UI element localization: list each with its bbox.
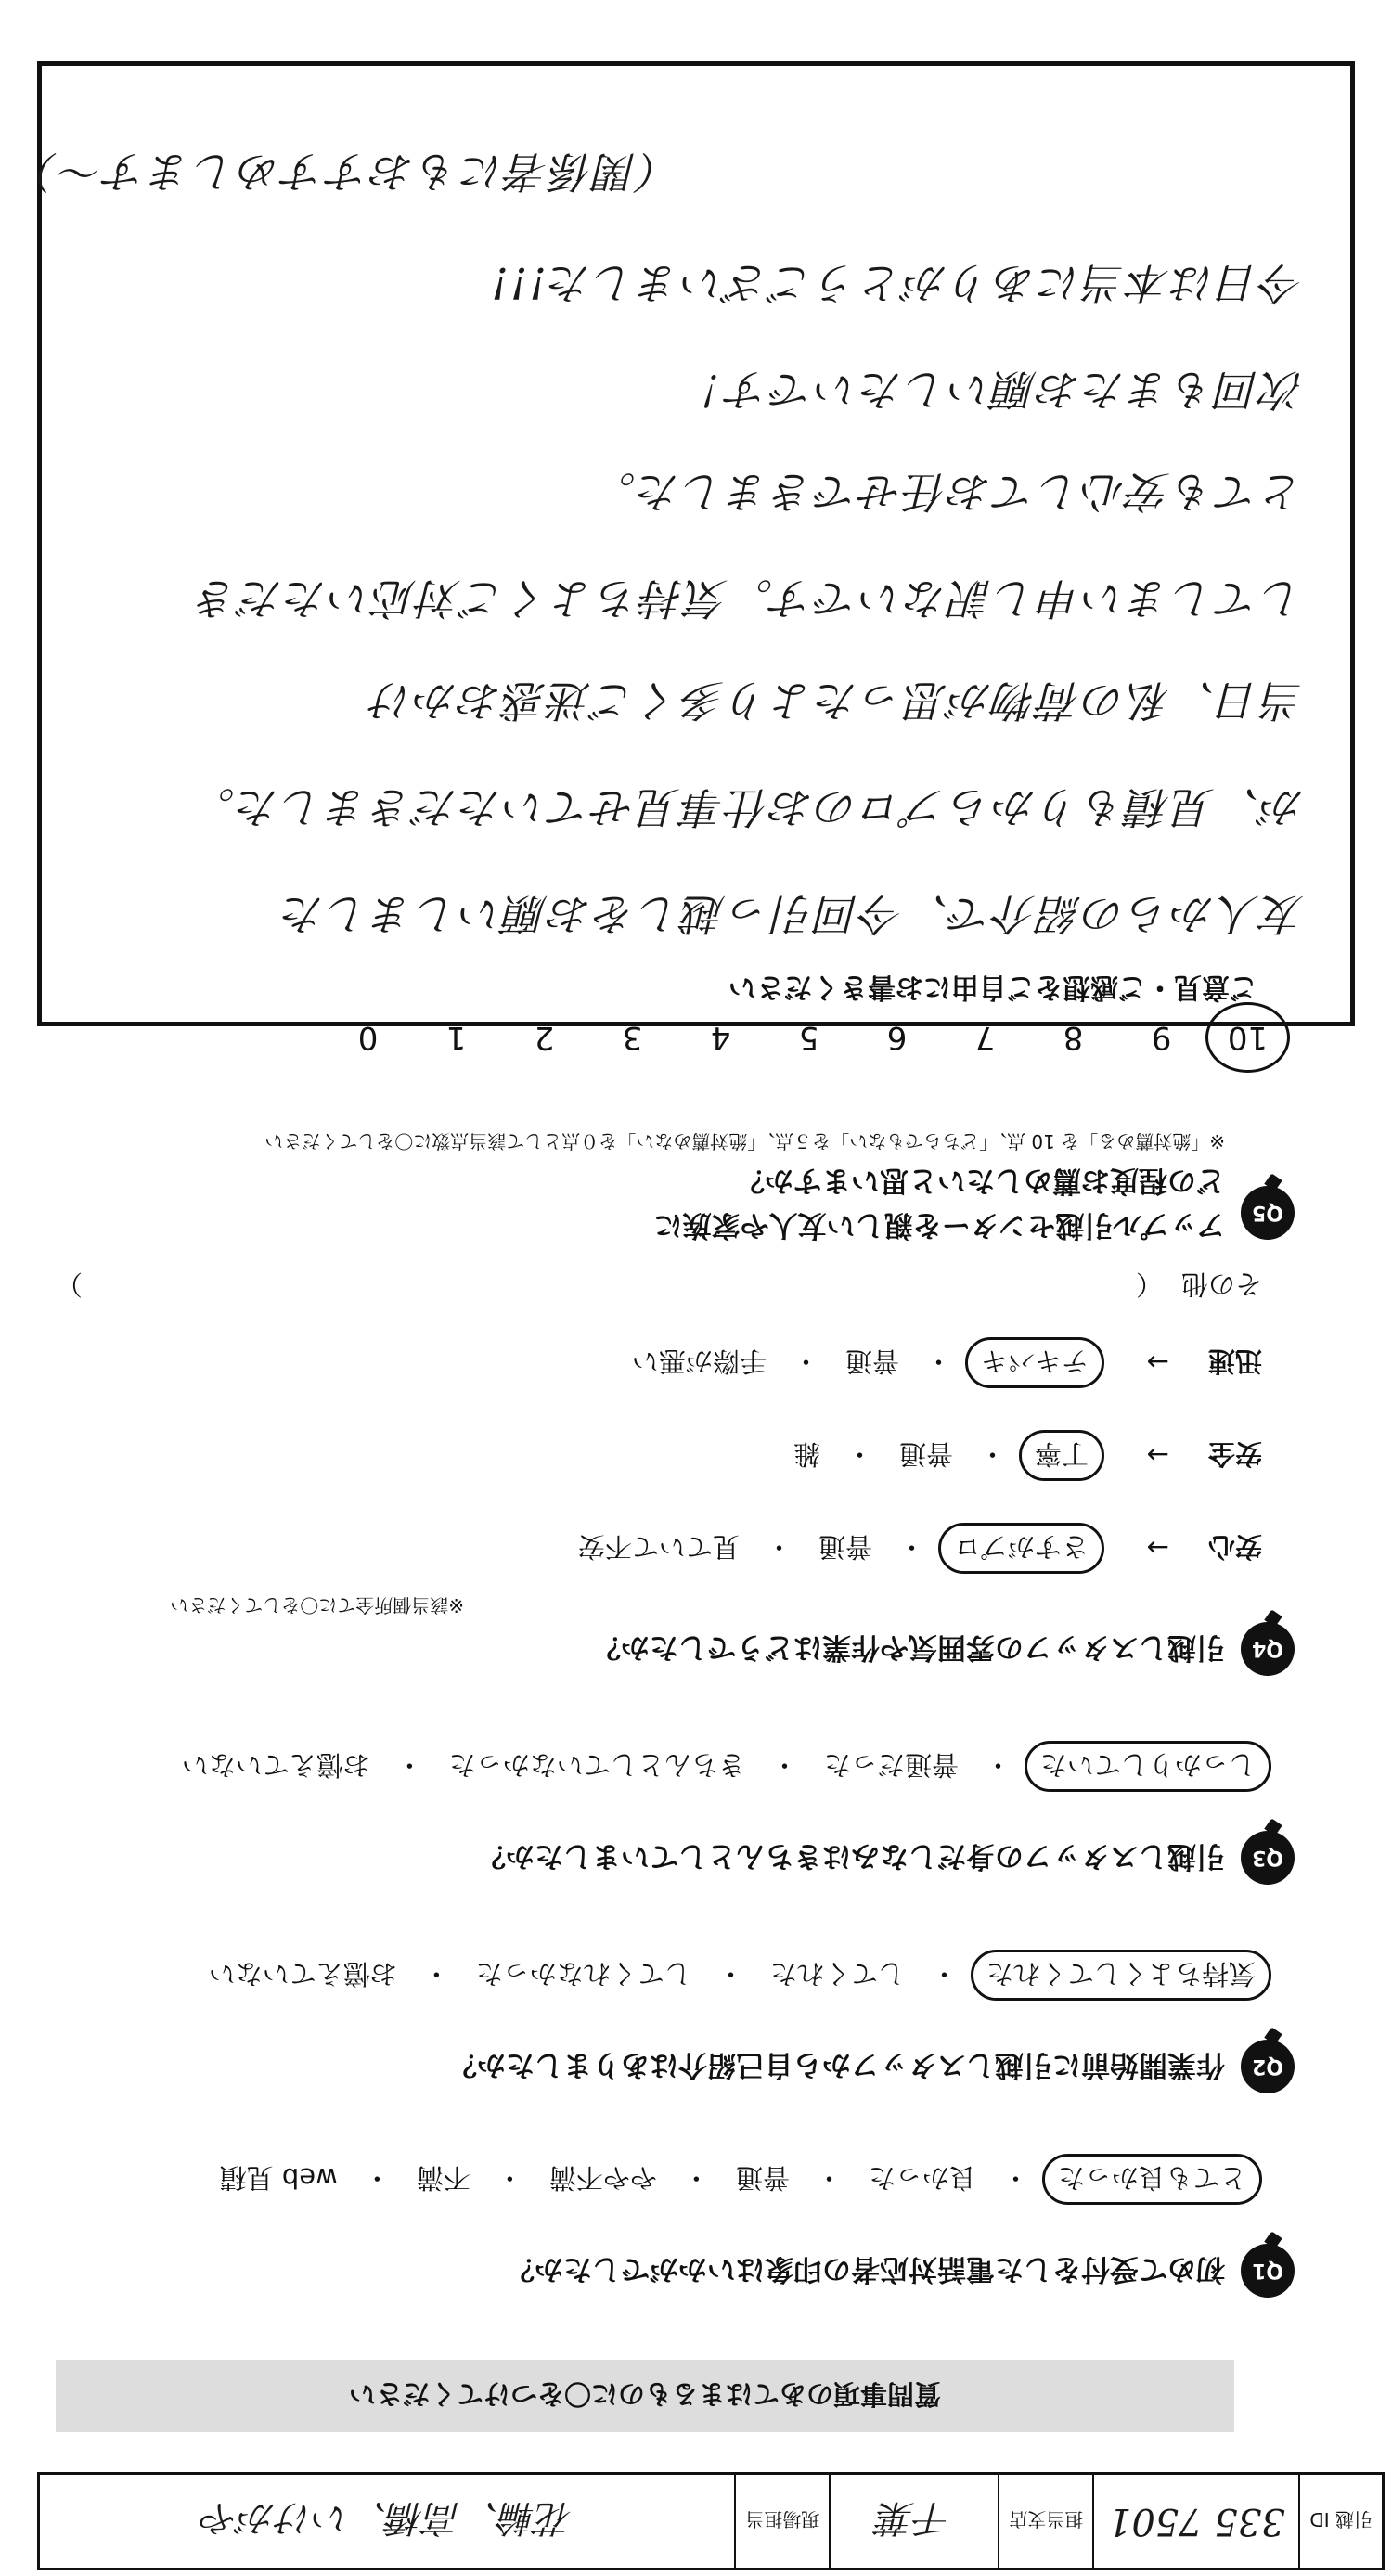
q4-option[interactable]: 普通 [818,1531,872,1563]
comment-line: 次回もまたお願いしたいです！ [680,365,1304,415]
q4-other-label: その他 [1180,1269,1262,1300]
q4-note: ※該当個所全てに〇をしてください [170,1594,464,1616]
q1-option[interactable]: やや不満 [548,2162,657,2194]
q3-option-selected[interactable]: しっかりしていた [1025,1741,1271,1792]
q5-score[interactable]: 7 [974,1019,996,1056]
q4-option-selected[interactable]: さすがプロ [938,1523,1104,1574]
q5-score[interactable]: 4 [710,1019,731,1056]
comment-line: とても安心してお任せできました。 [591,467,1304,517]
q3-options: しっかりしていた ・ 普通だった ・ きちんとしていなかった ・ お憶えていない [169,1741,1271,1792]
q5-score-selected[interactable]: 10 [1205,1002,1290,1073]
q5-score[interactable]: 6 [886,1019,908,1056]
q3-option[interactable]: きちんとしていなかった [448,1749,745,1781]
q4-option[interactable]: 見ていて不安 [577,1531,740,1563]
arrow-icon: → [1146,1346,1169,1379]
q3-option[interactable]: お憶えていない [181,1749,370,1781]
q2-options: 気持ちよくしてくれた ・ してくれた ・ してくれなかった ・ お憶えていない [196,1950,1271,2001]
q4-option-selected[interactable]: 丁寧 [1019,1430,1104,1481]
q3-badge: Q3 [1241,1831,1295,1885]
q4-row-jinsoku: 迅速 → テキパキ ・ 普通 ・ 手際が悪い [619,1337,1262,1388]
q2-option-selected[interactable]: 気持ちよくしてくれた [971,1950,1271,2001]
staff-label: 現場担当 [734,2475,829,2568]
q2-option[interactable]: お憶えていない [208,1958,397,1990]
q1-option[interactable]: 良かった [868,2162,976,2194]
q1-badge: Q1 [1241,2244,1295,2298]
q4-option[interactable]: 普通 [844,1346,899,1377]
q1-option[interactable]: web 見積 [219,2162,338,2194]
q1-question: 初めて受付をした電話対応者の印象はいかがでしたか？ [506,2252,1225,2286]
q1-option-selected[interactable]: とても良かった [1042,2154,1262,2205]
q5-score[interactable]: 1 [445,1019,467,1056]
header-strip [37,2472,1385,2570]
staff-value: 花輪、高橋、いけがや [201,2496,574,2540]
q5-score[interactable]: 2 [534,1019,555,1056]
q4-option[interactable]: 雑 [793,1438,820,1470]
q5-score[interactable]: 8 [1063,1019,1084,1056]
q4-question: 引越しスタッフの雰囲気や作業はどうでしたか？ [592,1630,1225,1664]
q4-row-label: 迅速 [1207,1346,1262,1377]
q1-options: とても良かった ・ 良かった ・ 普通 ・ やや不満 ・ 不満 ・ web 見積 [207,2154,1262,2205]
comment-box[interactable] [13,61,1355,1026]
comment-line: 友人からの紹介で、今回引っ越しをお願いしました [279,889,1304,939]
q4-other-row [56,1267,1262,1305]
q2-badge: Q2 [1241,2040,1295,2093]
q4-row-anzen: 安全 → 丁寧 ・ 普通 ・ 雑 [780,1430,1262,1481]
q4-option-selected[interactable]: テキパキ [965,1337,1104,1388]
arrow-icon: → [1146,1532,1169,1565]
q1-option[interactable]: 不満 [416,2162,470,2194]
comment-line: 当日、私の荷物が思ったより多くご迷惑おかけ [368,676,1304,726]
q5-question-line2: どの程度お薦めしたいと思いますか？ [736,1164,1225,1197]
comment-line: が、見積もりからプロのお仕事見せていただきました。 [190,782,1304,832]
q5-question-line1: アップル引越センターを親しい友人や家族に [653,1208,1225,1242]
q5-note: ※「絶対薦める」を 10 点、「どちらでもない」を５点、「絶対薦めない」を０点として該当点数に〇をしてください [264,1130,1225,1153]
comment-line: （関係者にもおすすめします〜） [13,147,682,197]
q5-score[interactable]: 3 [622,1019,643,1056]
q2-option[interactable]: してくれなかった [475,1958,691,1990]
move-id-label: 引越 ID [1298,2475,1382,2568]
q5-score[interactable]: 5 [798,1019,819,1056]
q4-other-paren-open: （ [1135,1269,1163,1300]
move-id-value: 335 7501 [1092,2475,1298,2568]
q5-badge: Q5 [1241,1186,1295,1240]
comment-line: 今日は本当にありがとうございました!!! [489,258,1304,308]
instruction-banner: 質問事項のあてはまるものに〇をつけてください [56,2360,1234,2432]
q3-option[interactable]: 普通だった [823,1749,959,1781]
arrow-icon: → [1146,1439,1169,1472]
q5-score[interactable]: 0 [357,1019,379,1056]
q3-question: 引越しスタッフの身だしなみはきちんとしていましたか？ [477,1839,1225,1873]
q4-row-label: 安全 [1207,1438,1262,1470]
q4-option[interactable]: 普通 [898,1438,953,1470]
branch-value: 千葉 [829,2475,998,2568]
q4-other-paren-close: ） [56,1269,84,1300]
comment-line: してしまい申し訳ないです。気持ちよくご対応いただき [193,573,1304,624]
q5-score[interactable]: 9 [1151,1019,1172,1056]
q2-question: 作業開始前に引越しスタッフから自己紹介はありましたか？ [448,2048,1225,2081]
branch-label: 担当支店 [998,2475,1092,2568]
q4-row-anshin: 安心 → さすがプロ ・ 普通 ・ 見ていて不安 [565,1523,1262,1574]
q2-option[interactable]: してくれた [769,1958,905,1990]
q1-option[interactable]: 普通 [735,2162,790,2194]
q4-row-label: 安心 [1207,1531,1262,1563]
q4-badge: Q4 [1241,1622,1295,1676]
q4-option[interactable]: 手際が悪い [631,1346,767,1377]
comment-title: ご意見・ご感想をご自由にお書きください [728,971,1257,1003]
